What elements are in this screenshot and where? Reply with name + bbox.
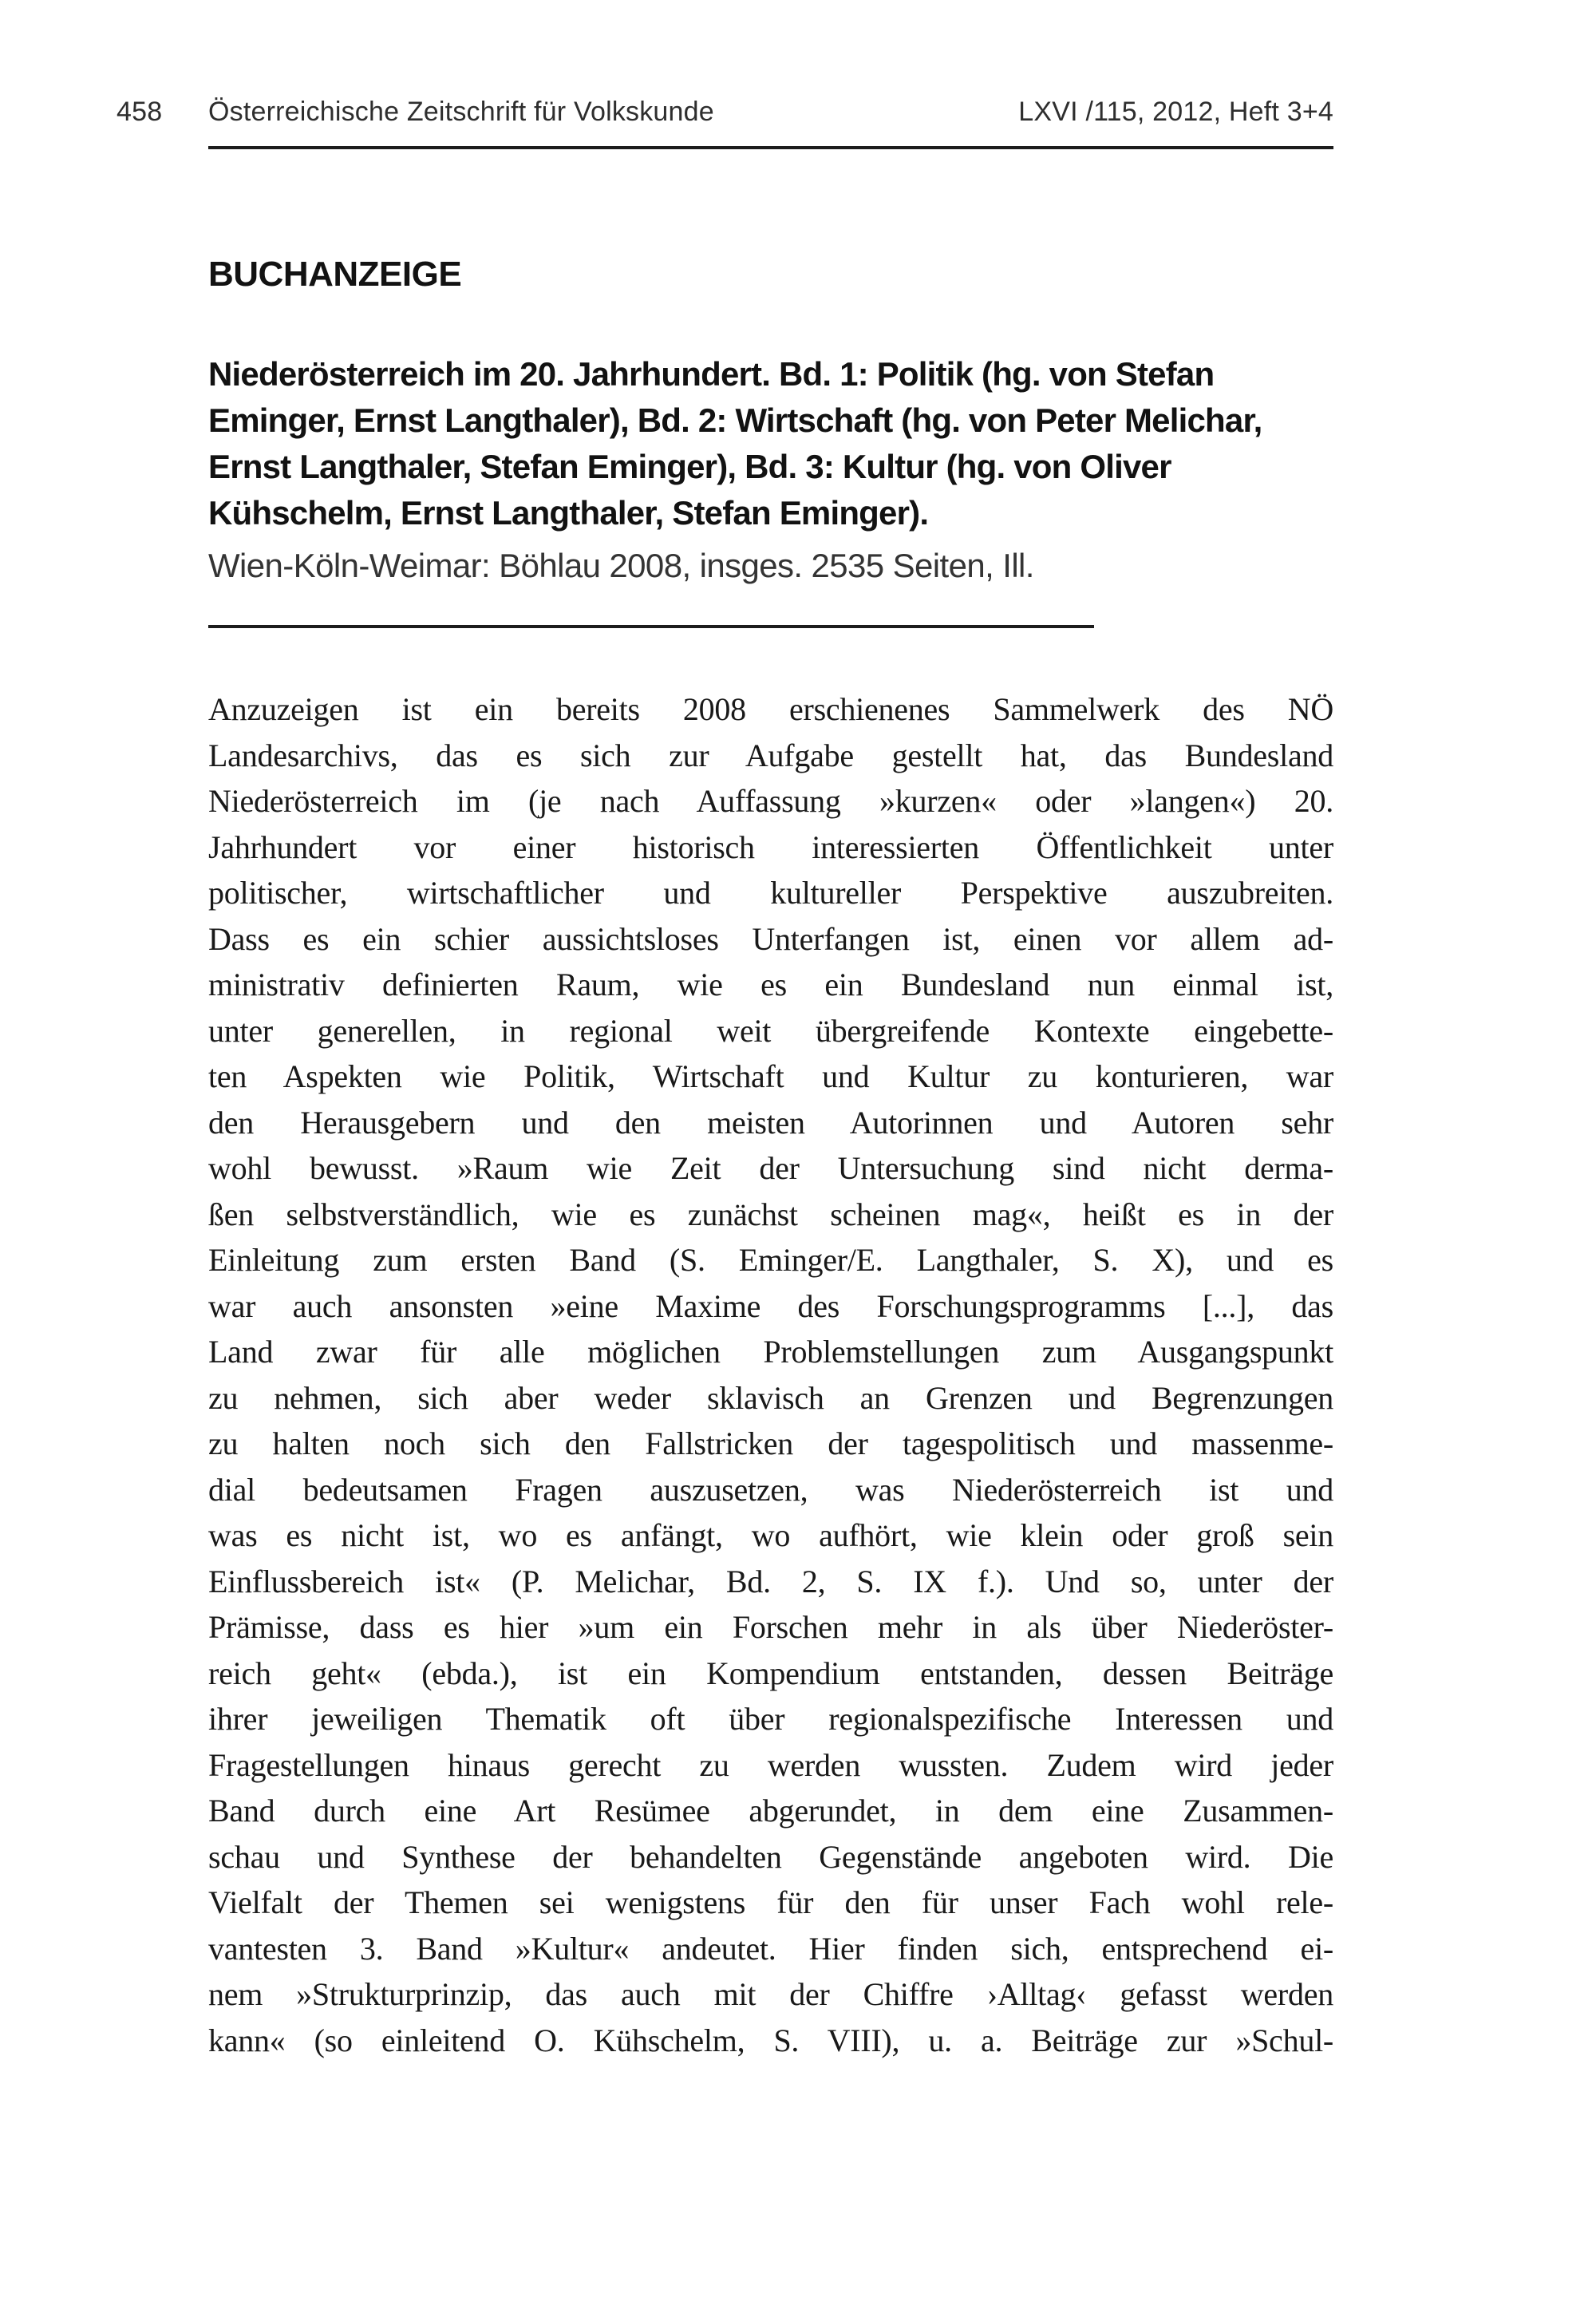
body-line: ministrativ definierten Raum, wie es ein Bundesland nun einmal ist, <box>208 967 1333 1002</box>
body-line: Landesarchivs, das es sich zur Aufgabe gestellt hat, das Bundesland <box>208 737 1333 773</box>
body-line: ten Aspekten wie Politik, Wirtschaft und Kultur zu konturieren, war <box>208 1058 1333 1094</box>
body-line: reich geht« (ebda.), ist ein Kompendium entstanden, dessen Beiträge <box>208 1655 1333 1691</box>
body-line: den Herausgebern und den meisten Autorinnen und Autoren sehr <box>208 1104 1333 1141</box>
page-number: 458 <box>117 97 163 127</box>
body-line: Land zwar für alle möglichen Problemstellungen zum Ausgangspunkt <box>208 1334 1333 1370</box>
body-line: schau und Synthese der behandelten Gegenstände angeboten wird. Die <box>208 1838 1333 1875</box>
body-line: Jahrhundert vor einer historisch interessierten Öffentlichkeit unter <box>208 828 1333 865</box>
body-line: Prämisse, dass es hier »um ein Forschen mehr in als über Niederöster- <box>208 1609 1333 1645</box>
book-title-line: Niederösterreich im 20. Jahrhundert. Bd. 1: Politik (hg. von Stefan <box>208 355 1215 393</box>
book-title <box>208 351 1373 536</box>
body-line: nem »Strukturprinzip, das auch mit der Chiffre ›Alltag‹ gefasst werden <box>208 1976 1333 2012</box>
body-line: dial bedeutsamen Fragen auszusetzen, was Niederösterreich ist und <box>208 1471 1333 1508</box>
header-rule <box>208 146 1333 149</box>
body-line: kann« (so einleitend O. Kühschelm, S. VIII), u. a. Beiträge zur »Schul- <box>208 2022 1333 2058</box>
review-body <box>208 686 1333 2063</box>
body-line: politischer, wirtschaftlicher und kultureller Perspektive auszubreiten. <box>208 875 1333 911</box>
book-title-line: Eminger, Ernst Langthaler), Bd. 2: Wirtschaft (hg. von Peter Melichar, <box>208 401 1262 439</box>
body-line: war auch ansonsten »eine Maxime des Forschungsprogramms [...], das <box>208 1287 1333 1324</box>
body-line: was es nicht ist, wo es anfängt, wo aufhört, wie klein oder groß sein <box>208 1517 1333 1553</box>
body-line: Fragestellungen hinaus gerecht zu werden wussten. Zudem wird jeder <box>208 1746 1333 1783</box>
body-line: ihrer jeweiligen Thematik oft über regionalspezifische Interessen und <box>208 1701 1333 1737</box>
body-line: wohl bewusst. »Raum wie Zeit der Untersuchung sind nicht derma- <box>208 1150 1333 1186</box>
body-line: Einleitung zum ersten Band (S. Eminger/E. Langthaler, S. X), und es <box>208 1242 1333 1278</box>
body-line: Niederösterreich im (je nach Auffassung »kurzen« oder »langen«) 20. <box>208 783 1333 819</box>
body-line: zu nehmen, sich aber weder sklavisch an Grenzen und Begrenzungen <box>208 1379 1333 1416</box>
body-line: Band durch eine Art Resümee abgerundet, in dem eine Zusammen- <box>208 1793 1333 1829</box>
body-line: ßen selbstverständlich, wie es zunächst scheinen mag«, heißt es in der <box>208 1196 1333 1232</box>
body-line: Dass es ein schier aussichtsloses Unterfangen ist, einen vor allem ad- <box>208 920 1333 957</box>
body-line: unter generellen, in regional weit übergreifende Kontexte eingebette- <box>208 1012 1333 1049</box>
section-heading: BUCHANZEIGE <box>208 255 462 294</box>
issue-info: LXVI /115, 2012, Heft 3+4 <box>1018 97 1333 127</box>
body-line: Anzuzeigen ist ein bereits 2008 erschienenes Sammelwerk des NÖ <box>208 691 1333 727</box>
book-imprint: Wien-Köln-Weimar: Böhlau 2008, insges. 2535 Seiten, Ill. <box>208 547 1034 584</box>
body-line: Vielfalt der Themen sei wenigstens für den für unser Fach wohl rele- <box>208 1884 1333 1920</box>
body-line: zu halten noch sich den Fallstricken der tagespolitisch und massenme- <box>208 1425 1333 1461</box>
book-title-line: Kühschelm, Ernst Langthaler, Stefan Eminger). <box>208 494 929 532</box>
body-line: vantesten 3. Band »Kultur« andeutet. Hier finden sich, entsprechend ei- <box>208 1930 1333 1967</box>
journal-title: Österreichische Zeitschrift für Volkskunde <box>208 97 714 127</box>
announcement-rule <box>208 625 1094 628</box>
book-title-line: Ernst Langthaler, Stefan Eminger), Bd. 3: Kultur (hg. von Oliver <box>208 448 1171 485</box>
body-line: Einflussbereich ist« (P. Melichar, Bd. 2, S. IX f.). Und so, unter der <box>208 1563 1333 1599</box>
running-head <box>0 94 1596 129</box>
